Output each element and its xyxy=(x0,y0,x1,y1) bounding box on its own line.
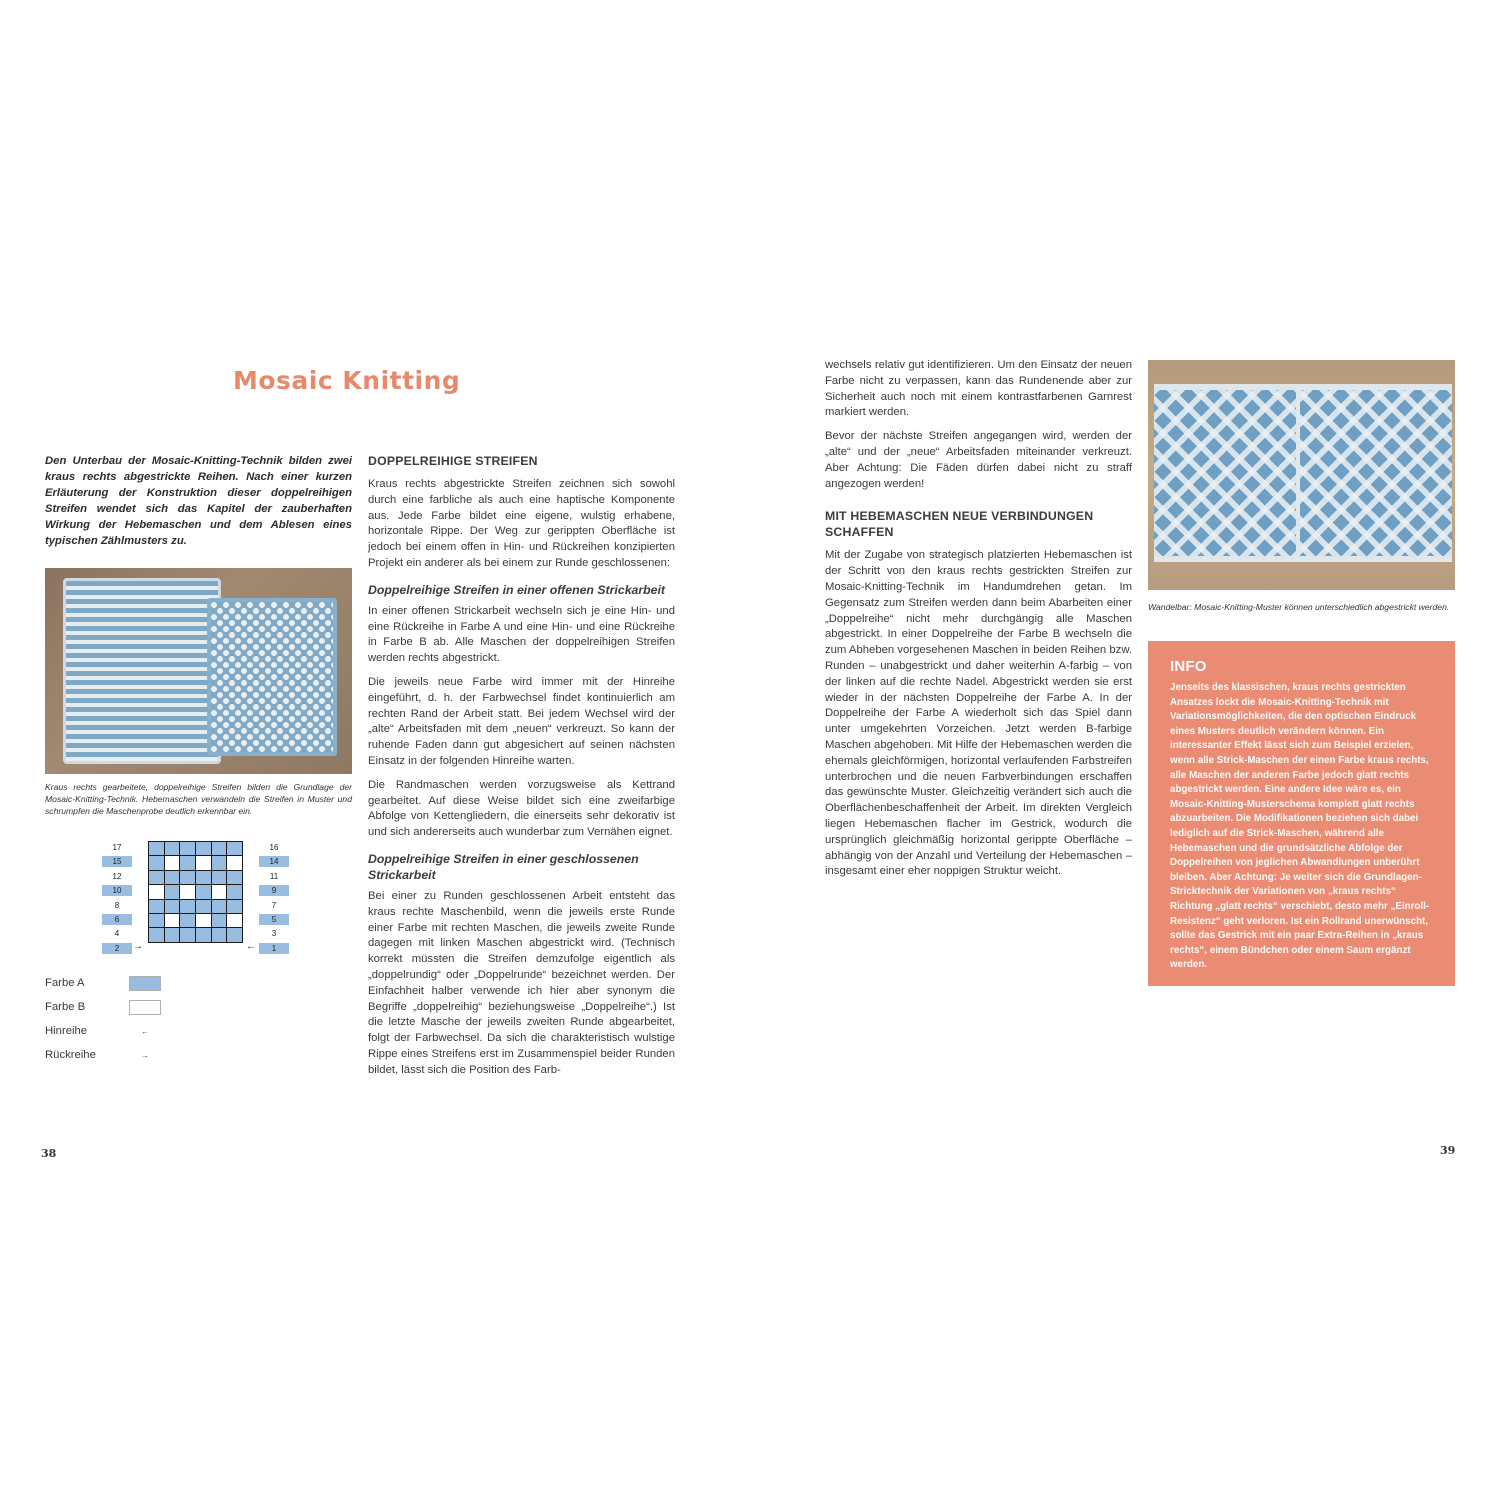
left-text-column xyxy=(368,453,675,1087)
chart-row-label-right: 9 xyxy=(259,885,289,896)
chart-cell xyxy=(196,899,212,913)
chart-cell xyxy=(149,842,165,856)
legend-label: Farbe B xyxy=(45,1001,86,1013)
chart-cell xyxy=(211,885,227,899)
chart-cell xyxy=(180,842,196,856)
chart-cell xyxy=(164,842,180,856)
intro-paragraph: Den Unterbau der Mosaic-Knitting-Technik bilden zwei kraus rechts abgestrickte Reihen. Nach einer kurzen Erläuterung der Konstruktion dieser doppelreihigen Streifen wendet sich das Kapitel der zauberhaften Wirkung der Hebemaschen und dem Ablesen eines typischen Zählmusters zu. xyxy=(45,455,352,547)
arrow-right-icon: → xyxy=(141,1051,149,1060)
info-box xyxy=(1148,641,1455,986)
chart-cell xyxy=(149,913,165,927)
chart-cell xyxy=(211,856,227,870)
page-number-left: 38 xyxy=(41,1147,57,1160)
chart-cell xyxy=(149,870,165,884)
chart-cell xyxy=(164,885,180,899)
chapter-title: Mosaic Knitting xyxy=(233,366,461,395)
chart-cell xyxy=(211,899,227,913)
info-text: Jenseits des klassischen, kraus rechts gestrickten Ansatzes lockt die Mosaic-Knitting-Technik mit Variationsmöglichkeiten, die den optischen Eindruck eines Musters deutlich verändern können. Ein interessanter Effekt lässt sich zum Beispiel erzielen, wenn alle Strick-Maschen der einen Farbe kraus rechts, alle Maschen der anderen Farbe jedoch glatt rechts abgestrickt werden. Eine andere Idee wäre es, ein Mosaic-Knitting-Musterschema komplett glatt rechts abzuarbeiten. Die Modifikationen beziehen sich dabei lediglich auf die Strick-Maschen, während alle Hebemaschen und die grundsätzliche Abfolge der Doppelreihen von jeglichen Abwandlungen unberührt bleiben. Aber Achtung: Je weiter sich die Grundlagen-Stricktechnik der Variationen von „kraus rechts“ Richtung „glatt rechts“ verschiebt, desto mehr „Einroll-Resistenz“ geht verloren. Ist ein Rollrand unerwünscht, sollte das Gestrick mit ein paar Extra-Reihen in „kraus rechts“, einem Bündchen oder einem Saum ergänzt werden. xyxy=(1170,682,1430,971)
chart-row-label-right: 7 xyxy=(271,900,277,910)
scarf-divider xyxy=(1296,384,1300,562)
intro-text xyxy=(45,453,352,549)
chart-cell xyxy=(196,870,212,884)
scarf-knit xyxy=(1154,384,1452,562)
paragraph: Kraus rechts abgestrickte Streifen zeichnen sich sowohl durch eine farbliche als auch eine haptische Komponente aus. Jede Farbe bildet eine eigene, wulstig erhabene, horizontale Rippe. Der Weg zur gerippten Oberfläche ist jedoch bei einem offen in Hin- und Rückreihen konzipierten Projekt ein anderer als bei einem zur Runde geschlossenen: xyxy=(368,478,675,569)
section-heading: DOPPELREIHIGE STREIFEN xyxy=(368,454,538,468)
chart-cell xyxy=(164,856,180,870)
chart-cell xyxy=(149,856,165,870)
chart-row-label-left: 2 xyxy=(102,943,132,954)
chart-row-label-right: 1 xyxy=(259,943,289,954)
chart-row-label-right: 3 xyxy=(271,929,277,939)
chart-cell xyxy=(211,913,227,927)
chart-row-label-right: 11 xyxy=(269,871,279,881)
chart-cell xyxy=(149,899,165,913)
striped-swatch xyxy=(63,578,221,764)
chart-row-label-left: 17 xyxy=(112,843,122,852)
chart-cell xyxy=(180,928,196,942)
chart-cell xyxy=(211,928,227,942)
chart-cell xyxy=(149,885,165,899)
chart-cell xyxy=(227,870,243,884)
paragraph: Bevor der nächste Streifen angegangen wird, werden der „alte“ und der „neue“ Arbeitsfaden miteinander verkreuzt. Aber Achtung: Die Fäden dürfen dabei nicht zu straff angezogen werden! xyxy=(825,430,1132,490)
chart-row-label-left: 12 xyxy=(112,871,122,881)
caption-text: Kraus rechts gearbeitete, doppelreihige Streifen bilden die Grundlage der Mosaic-Knitting-Technik. Hebemaschen verwandeln die Streifen in Muster und schrumpfen die Maschenprobe deutlich erkennbar ein. xyxy=(45,782,352,816)
paragraph: Mit der Zugabe von strategisch platzierten Hebemaschen ist der Schritt von den kraus rechts gestrickten Streifen zur Mosaic-Knitting-Technik im Handumdrehen getan. Im Gegensatz zum Streifen werden dann beim Abarbeiten einer „Doppelreihe“ nicht mehr durchgängig alle Maschen abgestrickt. In einer Doppelreihe der Farbe B wechseln die zum Abheben vorgesehenen Maschen in beiden Reihen bzw. Runden – unabgestrickt und daher weiterhin A-farbig – von der linken auf die rechte Nadel. Abgestrickt werden sie erst wieder in der nächsten Doppelreihe der Farbe A. In der Doppelreihe der Farbe A wiederholt sich das Spiel dann unter umgekehrten Vorzeichen. Jetzt werden B-farbige Maschen abgehoben. Mit Hilfe der Hebemaschen werden die ehemals gleichförmigen, horizontal verlaufenden Farbstreifen unterbrochen und die neuen Farbverbindungen erschaffen das gewünschte Muster. Gleichzeitig verändert sich auch die Oberflächenbeschaffenheit der Arbeit. Im direkten Vergleich liegen Hebemaschen flacher im Gestrick, wodurch die ursprünglich gleichmäßig horizontal gerippte Oberfläche – abhängig von der Anzahl und Verteilung der Hebemaschen – insgesamt einer eher noppigen Struktur weicht. xyxy=(825,549,1132,878)
legend-swatch xyxy=(129,1000,161,1015)
chart-cell xyxy=(196,928,212,942)
caption-text: Wandelbar: Mosaic-Knitting-Muster können unterschiedlich abgestrickt werden. xyxy=(1148,602,1450,612)
chart-cell xyxy=(227,842,243,856)
mosaic-scarf-photo xyxy=(1148,360,1455,590)
subheading: Doppelreihige Streifen in einer offenen Strickarbeit xyxy=(368,582,666,597)
chart-cell xyxy=(149,928,165,942)
mosaic-chart xyxy=(100,838,300,963)
chart-cell xyxy=(180,856,196,870)
chart-row-label-right: 5 xyxy=(259,914,289,925)
chart-cell xyxy=(180,885,196,899)
arrow-left-icon: ← xyxy=(141,1027,149,1036)
chart-grid xyxy=(148,841,243,943)
chart-cell xyxy=(180,899,196,913)
chart-cell xyxy=(227,928,243,942)
paragraph: Die Randmaschen werden vorzugsweise als Kettrand gearbeitet. Auf diese Weise bildet sich eine zweifarbige Abfolge von Kettengliedern, die einerseits sehr dekorativ ist und sich andererseits auch wunderbar zum Vernähen eignet. xyxy=(368,778,675,839)
legend-swatch xyxy=(129,976,161,991)
legend-label: Farbe A xyxy=(45,977,85,989)
right-text-column xyxy=(825,358,1132,888)
chart-row-label-right: 14 xyxy=(259,856,289,867)
photo-caption-right xyxy=(1148,601,1455,613)
legend-label: Hinreihe xyxy=(45,1025,88,1037)
paragraph: wechsels relativ gut identifizieren. Um den Einsatz der neuen Farbe nicht zu verpassen, kann das Rundenende aber zur Sicherheit auch noch mit einem kontrastfarbenen Garnrest markiert werden. xyxy=(825,359,1132,419)
chart-cell xyxy=(227,899,243,913)
chart-cell xyxy=(196,842,212,856)
chart-cell xyxy=(196,913,212,927)
paragraph: Bei einer zu Runden geschlossenen Arbeit entsteht das kraus rechte Maschenbild, wenn die jeweils erste Runde einer Farbe mit rechten Maschen, die jeweils zweite Runde dagegen mit linken Maschen abgestrickt wird. (Technisch korrekt müssten die Streifen demzufolge eigentlich als „doppelrundig“ oder „Doppelrunde“ bezeichnet werden. Der Einfachheit halber verwende ich hier aber synonym die Begriffe „doppelreihig“ beziehungsweise „Doppelreihe“.) Ist die letzte Masche der jeweils zweiten Runde abgearbeitet, folgt der Farbwechsel. Da sich die charakteristisch wulstige Rippe eines Streifens erst im Zusammenspiel beider Runden bildet, lässt sich die Position des Farb- xyxy=(368,889,675,1076)
chart-row-label-left: 6 xyxy=(102,914,132,925)
chart-cell xyxy=(227,885,243,899)
chart-row-label-left: 15 xyxy=(102,856,132,867)
chart-cell xyxy=(227,913,243,927)
chart-row-label-left: 8 xyxy=(114,900,120,910)
chart-cell xyxy=(180,870,196,884)
mosaic-swatch xyxy=(207,598,337,756)
arrow-left-icon: ← xyxy=(246,940,256,952)
chart-cell xyxy=(196,856,212,870)
photo-caption-left xyxy=(45,781,352,817)
chart-row-label-left: 10 xyxy=(102,885,132,896)
legend-label: Rückreihe xyxy=(45,1049,96,1061)
page-number-right: 39 xyxy=(1440,1144,1456,1157)
arrow-right-icon: → xyxy=(133,940,143,952)
chart-cell xyxy=(164,899,180,913)
chart-row-label-right: 16 xyxy=(269,843,279,852)
paragraph: In einer offenen Strickarbeit wechseln sich je eine Hin- und eine Rückreihe in Farbe A und eine Hin- und eine Rückreihe in Farbe B ab. Alle Maschen der doppelreihigen Streifen werden rechts abgestrickt. xyxy=(368,604,675,665)
chart-cell xyxy=(227,856,243,870)
paragraph: Die jeweils neue Farbe wird immer mit der Hinreihe eingeführt, d. h. der Farbwechsel findet kontinuierlich am rechten Rand der Arbeit statt. Bei jedem Wechsel wird der „alte“ Arbeitsfaden mit dem „neuen“ verkreuzt. So kann der ruhende Faden dann gut abgesichert auf seinen nächsten Einsatz in der folgenden Hinreihe warten. xyxy=(368,675,675,767)
chart-cell xyxy=(211,842,227,856)
chart-row-label-left: 4 xyxy=(114,929,120,939)
info-heading: INFO xyxy=(1170,658,1207,675)
knitting-swatches-photo xyxy=(45,568,352,774)
subheading: Doppelreihige Streifen in einer geschlossenen Strickarbeit xyxy=(368,851,639,882)
chart-cell xyxy=(164,913,180,927)
chart-cell xyxy=(180,913,196,927)
section-heading: MIT HEBEMASCHEN NEUE VERBINDUNGEN SCHAFFEN xyxy=(825,509,1094,540)
chart-cell xyxy=(164,870,180,884)
chart-cell xyxy=(164,928,180,942)
chart-cell xyxy=(211,870,227,884)
chart-cell xyxy=(196,885,212,899)
